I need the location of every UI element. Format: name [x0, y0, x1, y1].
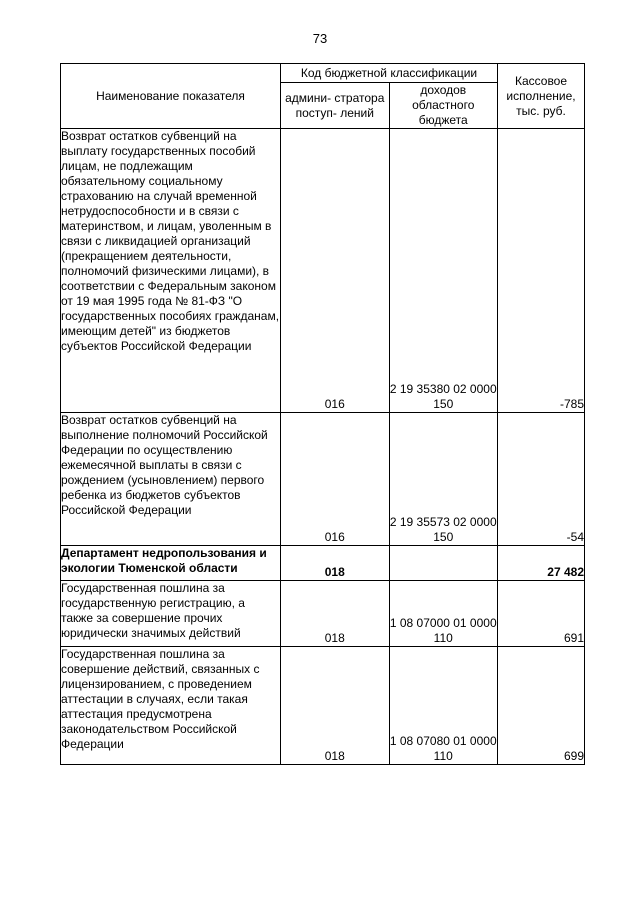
- row-admin: 018: [281, 581, 390, 647]
- table-row: [61, 129, 585, 413]
- row-admin: 016: [281, 129, 390, 413]
- row-name: Государственная пошлина за государственную регистрацию, а также за совершение прочих юридически значимых действий: [61, 581, 281, 647]
- row-admin: 018: [281, 647, 390, 765]
- row-code: 1 08 07080 01 0000 110: [389, 647, 498, 765]
- row-admin: 016: [281, 413, 390, 546]
- row-name: Возврат остатков субвенций на выполнение полномочий Российской Федерации по осуществлению ежемесячной выплаты в связи с рождением (усыновлением) первого ребенка из бюджетов субъектов Российской Федерации: [61, 413, 281, 546]
- table-row: [61, 413, 585, 546]
- row-name: Возврат остатков субвенций на выплату государственных пособий лицам, не подлежащим обязательному социальному страхованию на случай временной нетрудоспособности и в связи с материнством, и лицам, уволенным в связи с ликвидацией организаций (прекращением деятельности, полномочий физическими лицами), в соответствии с Федеральным законом от 19 мая 1995 года № 81-ФЗ "О государственных пособиях гражданам, имеющим детей" из бюджетов субъектов Российской Федерации: [61, 129, 281, 413]
- header-administrator: админи- стратора поступ- лений: [281, 83, 390, 129]
- row-amount: -785: [498, 129, 585, 413]
- header-name: Наименование показателя: [61, 64, 281, 129]
- row-amount: 699: [498, 647, 585, 765]
- header-budget-code: Код бюджетной классификации: [281, 64, 498, 83]
- row-amount: -54: [498, 413, 585, 546]
- budget-table: [60, 63, 585, 765]
- row-amount: 691: [498, 581, 585, 647]
- row-code: 1 08 07000 01 0000 110: [389, 581, 498, 647]
- row-name: Департамент недропользования и экологии Тюменской области: [61, 546, 281, 581]
- row-name: Государственная пошлина за совершение действий, связанных с лицензированием, с проведением аттестации в случаях, если такая аттестация предусмотрена законодательством Российской Федерации: [61, 647, 281, 765]
- table-row: [61, 581, 585, 647]
- row-code: [389, 546, 498, 581]
- header-row-top: [61, 64, 585, 83]
- row-code: 2 19 35380 02 0000 150: [389, 129, 498, 413]
- table-row: [61, 546, 585, 581]
- table-row: [61, 647, 585, 765]
- row-amount: 27 482: [498, 546, 585, 581]
- header-income: доходов областного бюджета: [389, 83, 498, 129]
- page-number: 73: [312, 31, 328, 46]
- header-execution: Кассовое исполнение, тыс. руб.: [498, 64, 585, 129]
- row-code: 2 19 35573 02 0000 150: [389, 413, 498, 546]
- row-admin: 018: [281, 546, 390, 581]
